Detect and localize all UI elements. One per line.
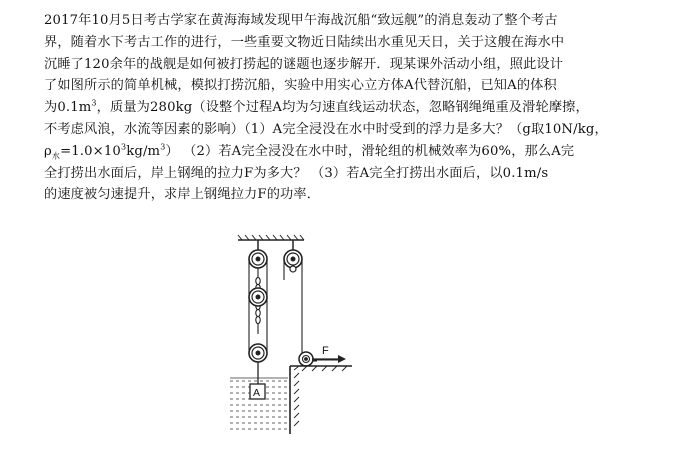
fixed-pulley-right bbox=[284, 240, 302, 268]
movable-pulley-small bbox=[290, 266, 296, 272]
question-2-text: ） （2）若A完全浸没在水中时，滑轮组的机械效率为60%，那么A完 bbox=[165, 143, 575, 159]
problem-line-6: 不考虑风浪，水流等因素的影响）（1）A完全浸没在水中时受到的浮力是多大？（g取10N/kg， bbox=[44, 121, 608, 137]
rho-subscript: 水 bbox=[51, 151, 61, 161]
density-exponent: 3 bbox=[120, 142, 127, 152]
problem-line-1: 2017年10月5日考古学家在黄海海域发现甲午海战沉船“致远舰”的消息轰动了整个考古 bbox=[44, 13, 558, 28]
rho-symbol: ρ bbox=[44, 143, 52, 159]
density-value: =1.0×10 bbox=[60, 143, 121, 159]
problem-line-4: 了如图所示的简单机械，模拟打捞沉船，实验中用实心立方体A代替沉船，已知A的体积 bbox=[44, 78, 557, 94]
mass-text: ，质量为280kg（设整个过程A均为匀速直线运动状态，忽略钢绳绳重及滑轮摩擦， bbox=[96, 100, 589, 116]
movable-pulley-top bbox=[249, 288, 267, 306]
fixed-pulley-left bbox=[249, 240, 267, 268]
problem-line-2: 界，随着水下考古工作的进行，一些重要文物近日陆续出水重见天日，关于这艘在海水中 bbox=[44, 34, 565, 50]
ceiling bbox=[238, 235, 304, 240]
density-unit: kg/m bbox=[126, 143, 161, 159]
problem-line-9: 的速度被匀速提升，求岸上钢绳拉力F的功率． bbox=[44, 187, 321, 203]
pulley-figure bbox=[222, 232, 382, 437]
block-a-label: A bbox=[253, 387, 261, 399]
problem-line-3: 沉睡了120余年的战舰是如何被打捞起的谜题也逐步解开．现某课外活动小组，照此设计 bbox=[44, 56, 564, 72]
volume-text: 为0.1m bbox=[44, 100, 92, 116]
block-a bbox=[250, 384, 265, 399]
problem-text bbox=[44, 10, 666, 206]
volume-exponent: 3 bbox=[91, 98, 97, 108]
shore bbox=[290, 366, 352, 434]
force-label: F bbox=[322, 345, 329, 357]
shore-pulley bbox=[299, 352, 313, 366]
problem-line-7 bbox=[44, 141, 666, 163]
problem-line-5 bbox=[44, 97, 666, 119]
density-unit-exponent: 3 bbox=[160, 142, 166, 152]
problem-line-8: 全打捞出水面后，岸上钢绳的拉力F为多大？ （3）若A完全打捞出水面后，以0.1m/s bbox=[44, 165, 549, 181]
